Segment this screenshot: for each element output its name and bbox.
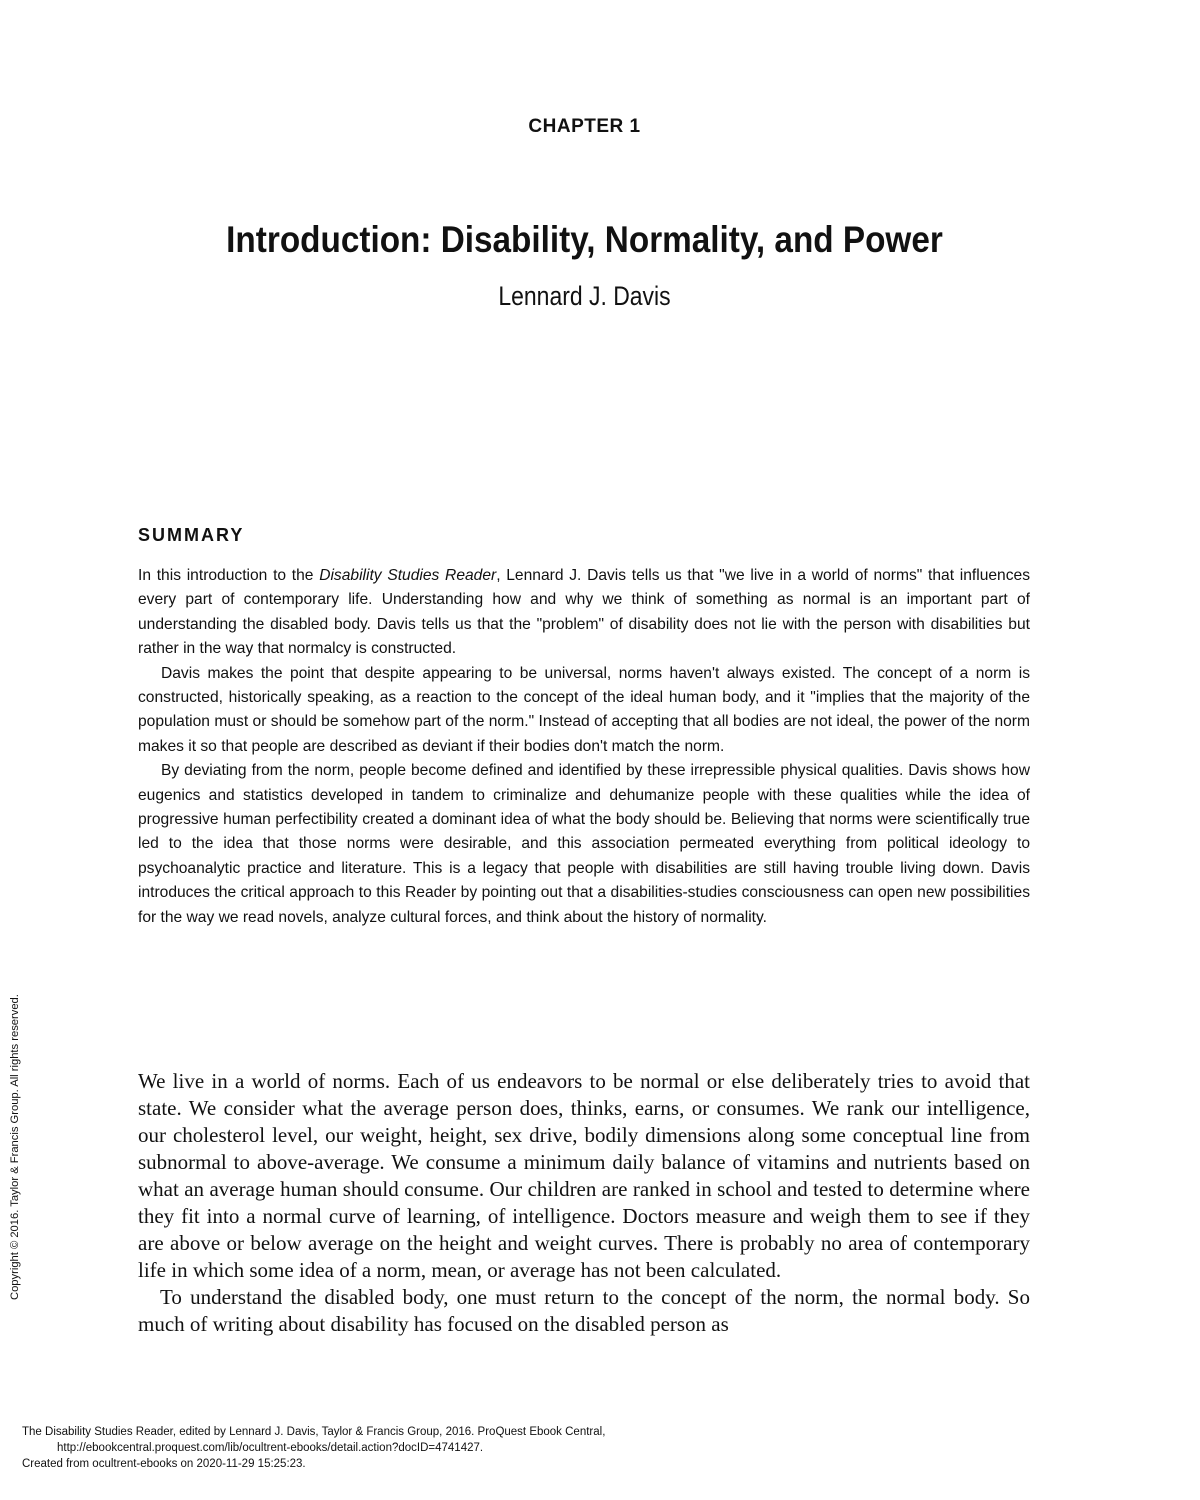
footer-created: Created from ocultrent-ebooks on 2020-11-29 15:25:23.: [22, 1458, 306, 1470]
summary-p1-prefix: In this introduction to the: [138, 567, 320, 584]
body-paragraph-2: To understand the disabled body, one must return to the concept of the norm, the normal body. So much of writing about disability has focused on the disabled person as: [138, 1285, 1030, 1336]
footer-url: http://ebookcentral.proquest.com/lib/ocultrent-ebooks/detail.action?docID=4741427.: [57, 1442, 484, 1454]
summary-paragraph-3: By deviating from the norm, people become defined and identified by these irrepressible physical qualities. Davis shows how eugenics and statistics developed in tandem to criminalize and dehumanize people with these qualities while the idea of progressive human perfectibility created a dominant idea of what the body should be. Believing that norms were scientifically true led to the idea that those norms were desirable, and this association permeated everything from political ideology to psychoanalytic practice and literature. This is a legacy that people with disabilities are still having trouble living down. Davis introduces the critical approach to this Reader by pointing out that a disabilities-studies consciousness can open new possibilities for the way we read novels, analyze cultural forces, and think about the history of normality.: [138, 762, 1030, 926]
book-title: Disability Studies Reader: [319, 567, 497, 584]
summary-heading: SUMMARY: [138, 525, 245, 545]
body-paragraph-1: We live in a world of norms. Each of us endeavors to be normal or else deliberately tries to avoid that state. We consider what the average person does, thinks, earns, or consumes. We rank our intelligence, our cholesterol level, our weight, height, sex drive, bodily dimensions along some conceptual line from subnormal to above-average. We consume a minimum daily balance of vitamins and nutrients based on what an average human should consume. Our children are ranked in school and tested to determine where they fit into a normal curve of learning, of intelligence. Doctors measure and weigh them to see if they are above or below average on the height and weight curves. There is probably no area of contemporary life in which some idea of a norm, mean, or average has not been calculated.: [138, 1069, 1030, 1282]
chapter-author: Lennard J. Davis: [498, 281, 671, 311]
chapter-title: Introduction: Disability, Normality, and Power: [226, 219, 943, 260]
summary-paragraph-2: Davis makes the point that despite appearing to be universal, norms haven't always existed. The concept of a norm is constructed, historically speaking, as a reaction to the concept of the ideal human body, and it "implies that the majority of the population must or should be somehow part of the norm." Instead of accepting that all bodies are not ideal, the power of the norm makes it so that people are described as deviant if their bodies don't match the norm.: [138, 664, 1030, 755]
summary-paragraph-1: [138, 564, 1030, 662]
footer-citation: The Disability Studies Reader, edited by Lennard J. Davis, Taylor & Francis Group, 2016. ProQuest Ebook Central,: [22, 1426, 606, 1438]
copyright-notice: Copyright © 2016. Taylor & Francis Group. All rights reserved.: [9, 994, 21, 1300]
summary-section: [138, 564, 1030, 930]
summary-p1-rest: , Lennard J. Davis tells us that "we live in a world of norms" that influences every part of contemporary life. Understanding how and why we think of something as normal is an important part of understanding the disabled body. Davis tells us that the "problem" of disability does not lie with the person with disabilities but rather in the way that normalcy is constructed.: [138, 567, 1030, 658]
chapter-label: CHAPTER 1: [528, 116, 641, 137]
page-footer: [22, 1424, 922, 1472]
body-text: [138, 1068, 1030, 1338]
